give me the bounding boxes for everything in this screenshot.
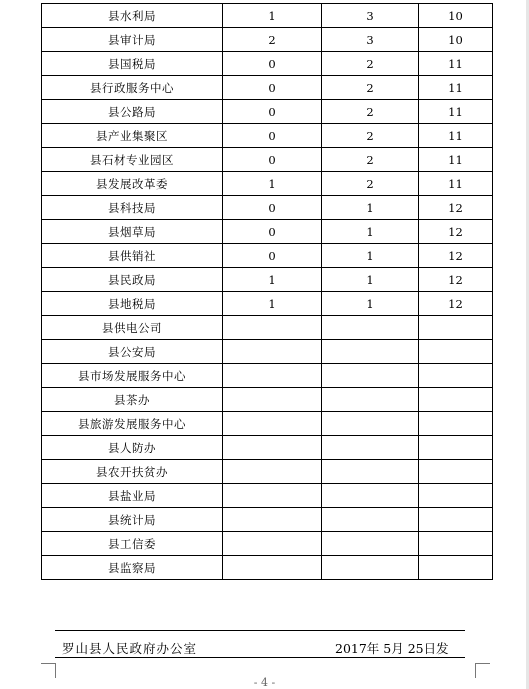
table-row	[42, 508, 493, 532]
table-cell-col3	[322, 532, 419, 556]
table-cell-col4	[419, 532, 493, 556]
table-row	[42, 148, 493, 172]
table-cell-col3: 3	[322, 4, 419, 28]
table-row	[42, 484, 493, 508]
table-row	[42, 316, 493, 340]
table-cell-unit: 县工信委	[42, 532, 223, 556]
table-cell-col3	[322, 364, 419, 388]
table-cell-col2	[223, 364, 322, 388]
table-cell-unit: 县旅游发展服务中心	[42, 412, 223, 436]
table-row	[42, 28, 493, 52]
table-cell-col3: 2	[322, 76, 419, 100]
table-cell-col3	[322, 412, 419, 436]
table-cell-col2	[223, 316, 322, 340]
table-cell-col2	[223, 460, 322, 484]
table-cell-unit: 县审计局	[42, 28, 223, 52]
table-cell-col3	[322, 508, 419, 532]
table-cell-col4	[419, 460, 493, 484]
table-cell-col3: 2	[322, 148, 419, 172]
table-cell-col4: 11	[419, 124, 493, 148]
table-cell-unit: 县地税局	[42, 292, 223, 316]
table-cell-unit: 县国税局	[42, 52, 223, 76]
table-row	[42, 412, 493, 436]
table-cell-col3: 1	[322, 268, 419, 292]
table-cell-col4	[419, 508, 493, 532]
table-cell-col4: 11	[419, 172, 493, 196]
table-row	[42, 100, 493, 124]
table-cell-col2: 2	[223, 28, 322, 52]
table-row	[42, 556, 493, 580]
table-row	[42, 244, 493, 268]
table-cell-col2: 1	[223, 4, 322, 28]
table-row	[42, 52, 493, 76]
table-cell-col2: 0	[223, 52, 322, 76]
table-row	[42, 172, 493, 196]
table-cell-col4: 11	[419, 76, 493, 100]
table-cell-col4: 10	[419, 4, 493, 28]
table-row	[42, 532, 493, 556]
table-cell-col4: 10	[419, 28, 493, 52]
table-row	[42, 220, 493, 244]
table-cell-col4: 12	[419, 244, 493, 268]
table-row	[42, 292, 493, 316]
footer-rule-bottom	[55, 657, 465, 658]
table-cell-col4: 12	[419, 292, 493, 316]
table-cell-col2: 0	[223, 124, 322, 148]
table-cell-col3	[322, 556, 419, 580]
table-cell-unit: 县茶办	[42, 388, 223, 412]
table-cell-unit: 县民政局	[42, 268, 223, 292]
table-cell-col4: 11	[419, 148, 493, 172]
table-row	[42, 76, 493, 100]
table-cell-col2: 0	[223, 244, 322, 268]
table-cell-col2: 0	[223, 220, 322, 244]
table-cell-unit: 县供电公司	[42, 316, 223, 340]
footer-issue-date: 2017年 5月 25日发	[335, 641, 449, 656]
table-cell-col2: 1	[223, 172, 322, 196]
table-cell-col3: 2	[322, 172, 419, 196]
table-cell-col2	[223, 484, 322, 508]
table-cell-col2: 0	[223, 196, 322, 220]
table-cell-col2	[223, 388, 322, 412]
table-cell-col2: 0	[223, 76, 322, 100]
table-cell-unit: 县行政服务中心	[42, 76, 223, 100]
footer-issuer: 罗山县人民政府办公室	[62, 641, 198, 656]
table-row	[42, 388, 493, 412]
table-row	[42, 124, 493, 148]
table-cell-col3	[322, 460, 419, 484]
table-cell-unit: 县发展改革委	[42, 172, 223, 196]
table-cell-col3: 1	[322, 244, 419, 268]
table-cell-unit: 县供销社	[42, 244, 223, 268]
table-cell-col3	[322, 388, 419, 412]
table-cell-unit: 县市场发展服务中心	[42, 364, 223, 388]
table-cell-col3: 2	[322, 52, 419, 76]
table-row	[42, 364, 493, 388]
table-cell-unit: 县石材专业园区	[42, 148, 223, 172]
table-cell-col4	[419, 412, 493, 436]
table-row	[42, 340, 493, 364]
table-cell-col2	[223, 436, 322, 460]
table-cell-unit: 县农开扶贫办	[42, 460, 223, 484]
table-cell-col3	[322, 340, 419, 364]
table-cell-col3	[322, 436, 419, 460]
table-cell-unit: 县烟草局	[42, 220, 223, 244]
table-cell-col4	[419, 436, 493, 460]
table-row	[42, 460, 493, 484]
table-cell-col4	[419, 364, 493, 388]
table-cell-col4: 12	[419, 196, 493, 220]
table-cell-unit: 县产业集聚区	[42, 124, 223, 148]
table-cell-col4	[419, 316, 493, 340]
table-cell-unit: 县公路局	[42, 100, 223, 124]
table-cell-col2	[223, 508, 322, 532]
table-cell-col4	[419, 388, 493, 412]
table-cell-col3	[322, 316, 419, 340]
table-cell-col3: 2	[322, 124, 419, 148]
table-cell-col4	[419, 484, 493, 508]
table-cell-col3: 1	[322, 196, 419, 220]
table-cell-col2	[223, 556, 322, 580]
table-cell-unit: 县水利局	[42, 4, 223, 28]
table-cell-col4: 11	[419, 100, 493, 124]
table-cell-col2: 1	[223, 292, 322, 316]
table-cell-col2	[223, 532, 322, 556]
table-cell-unit: 县人防办	[42, 436, 223, 460]
table-cell-col2	[223, 340, 322, 364]
table-cell-col4	[419, 340, 493, 364]
table-cell-col3: 1	[322, 220, 419, 244]
table-cell-unit: 县监察局	[42, 556, 223, 580]
footer-rule-top	[55, 630, 465, 631]
table-cell-col4: 12	[419, 268, 493, 292]
table-cell-col3: 2	[322, 100, 419, 124]
table-cell-col4: 12	[419, 220, 493, 244]
table-row	[42, 4, 493, 28]
table-cell-col4: 11	[419, 52, 493, 76]
table-cell-unit: 县公安局	[42, 340, 223, 364]
table-cell-col2: 0	[223, 100, 322, 124]
table-cell-col4	[419, 556, 493, 580]
table-cell-col2	[223, 412, 322, 436]
table-cell-unit: 县科技局	[42, 196, 223, 220]
page-number: - 4 -	[253, 676, 276, 689]
table-cell-col2: 0	[223, 148, 322, 172]
table-cell-unit: 县盐业局	[42, 484, 223, 508]
table-row	[42, 268, 493, 292]
table-cell-unit: 县统计局	[42, 508, 223, 532]
table-cell-col2: 1	[223, 268, 322, 292]
table-cell-col3: 3	[322, 28, 419, 52]
ranking-table	[41, 3, 493, 580]
table-cell-col3	[322, 484, 419, 508]
table-cell-col3: 1	[322, 292, 419, 316]
table-row	[42, 196, 493, 220]
table-row	[42, 436, 493, 460]
